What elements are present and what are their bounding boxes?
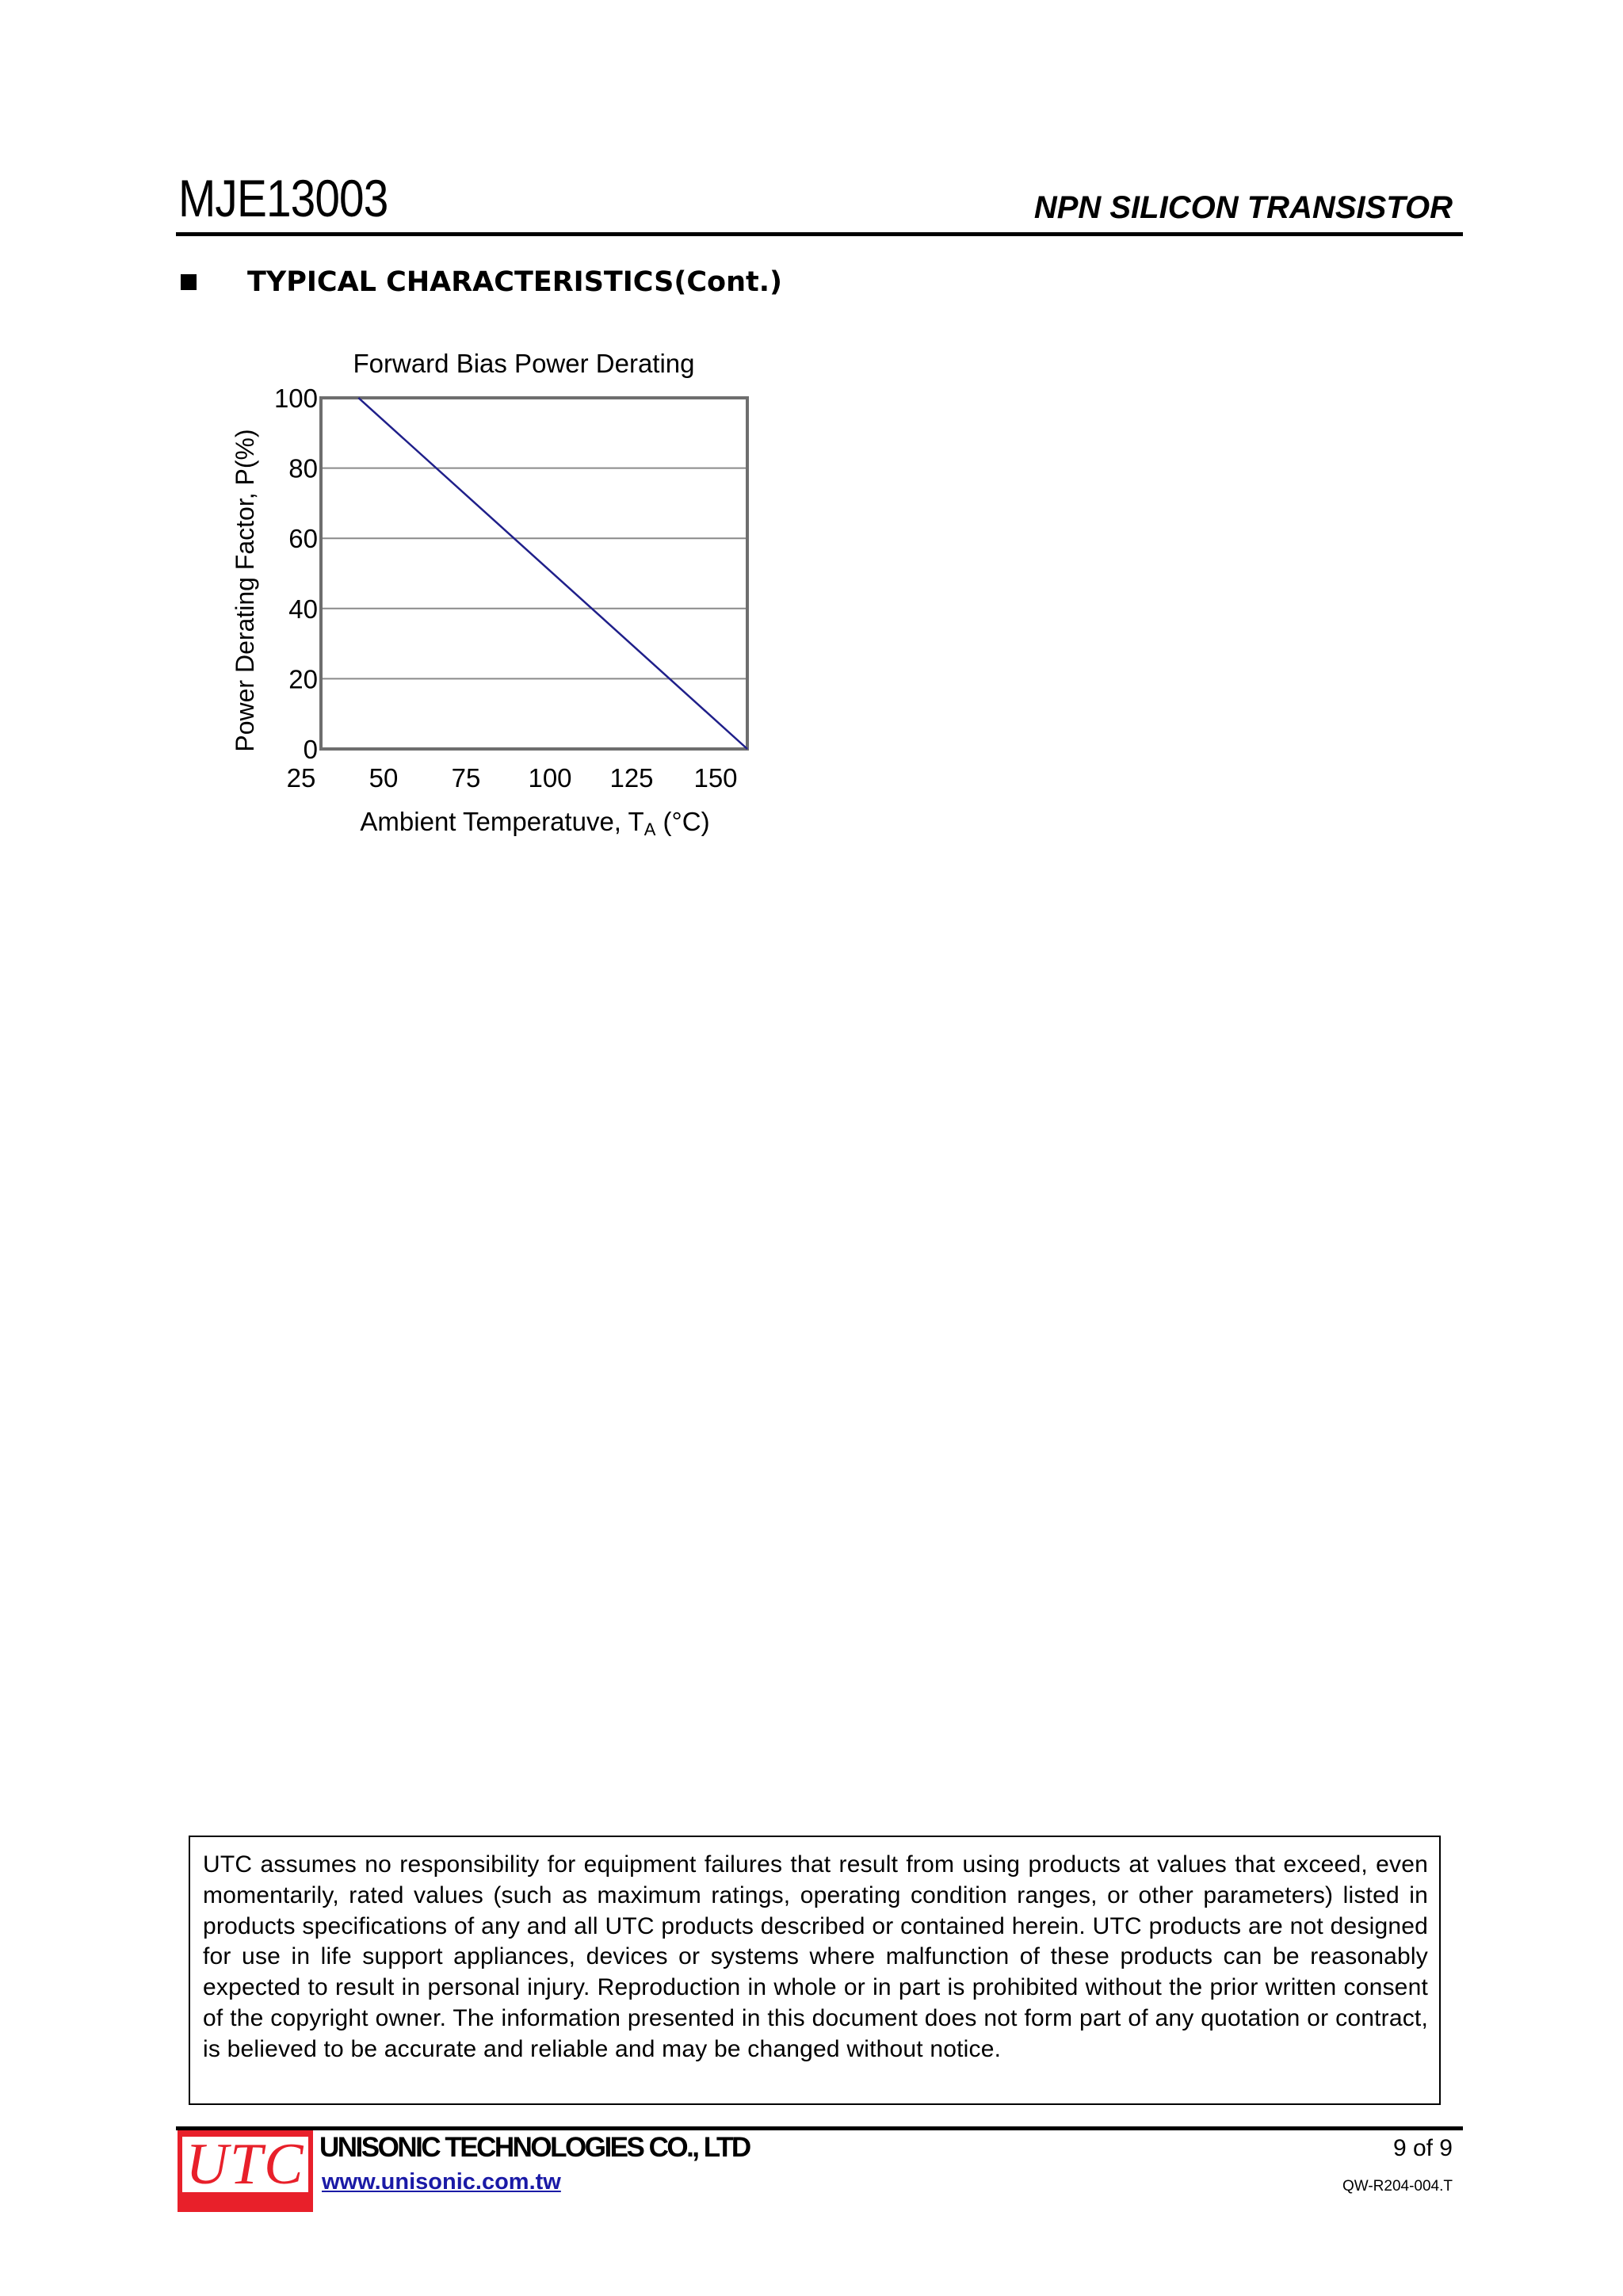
x-tick-label: 75	[451, 763, 481, 793]
page-number: 9 of 9	[1392, 2135, 1453, 2161]
x-tick-label: 50	[369, 763, 399, 793]
part-number: MJE13003	[178, 169, 388, 227]
y-tick-labels	[274, 384, 318, 764]
x-axis-label-unit: (°C)	[655, 807, 710, 836]
y-tick-label: 20	[288, 664, 318, 694]
document-code: QW-R204-004.T	[1342, 2178, 1453, 2195]
document-type: NPN SILICON TRANSISTOR	[1033, 190, 1453, 225]
plot-frame	[321, 398, 747, 749]
disclaimer-text: UTC assumes no responsibility for equipment failures that result from using products at values that exceed, even momentarily, rated values (such as maximum ratings, operating condition ranges, or other parameters) listed in products specifications of any and all UTC products described or contained herein. UTC products are not designed for use in life support appliances, devices or systems where malfunction of these products can be reasonably expected to result in personal injury. Reproduction in whole or in part is prohibited without the prior written consent of the copyright owner. The information presented in this document does not form part of any quotation or contract, is believed to be accurate and reliable and may be changed without notice.	[203, 1851, 1428, 2062]
grid-lines	[321, 468, 747, 679]
y-axis-label: Power Derating Factor, P(%)	[231, 429, 259, 752]
x-tick-label: 100	[528, 763, 572, 793]
x-axis-label-main: Ambient Temperatuve, T	[360, 807, 644, 836]
x-tick-label: 25	[286, 763, 316, 793]
disclaimer-box	[189, 1836, 1441, 2105]
x-tick-label: 125	[609, 763, 654, 793]
y-tick-label: 100	[273, 384, 318, 413]
x-axis-label	[360, 807, 709, 839]
x-tick-label: 150	[693, 763, 738, 793]
power-derating-chart	[0, 0, 1623, 872]
series-line	[358, 398, 747, 749]
y-tick-label: 40	[288, 594, 318, 624]
x-axis-label-subscript: A	[643, 819, 656, 839]
y-tick-label: 0	[303, 735, 318, 764]
y-tick-label: 80	[288, 453, 318, 483]
section-title: TYPICAL CHARACTERISTICS(Cont.)	[247, 266, 783, 298]
utc-logo-inner	[182, 2131, 308, 2197]
y-tick-label: 60	[288, 524, 318, 554]
footer-rule	[176, 2126, 1463, 2130]
x-tick-labels	[287, 763, 738, 793]
company-name: UNISONIC TECHNOLOGIES CO., LTD	[319, 2132, 750, 2163]
utc-logo	[178, 2130, 313, 2212]
utc-logo-text: UTC	[185, 2131, 305, 2197]
chart-title: Forward Bias Power Derating	[353, 349, 695, 378]
company-url-link[interactable]: www.unisonic.com.tw	[322, 2169, 561, 2195]
